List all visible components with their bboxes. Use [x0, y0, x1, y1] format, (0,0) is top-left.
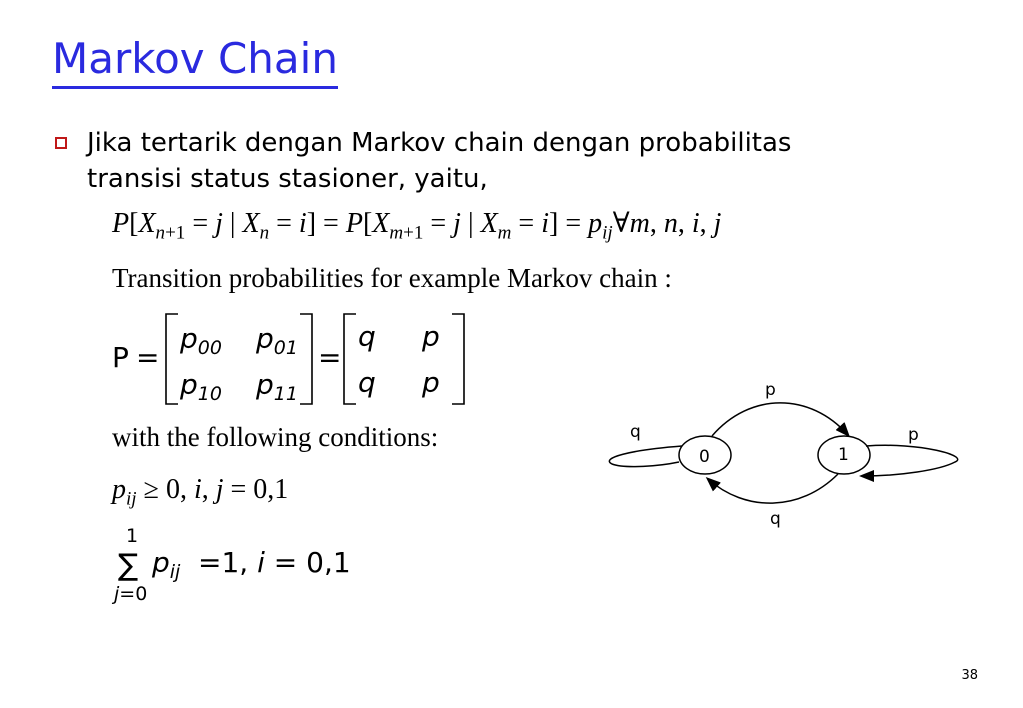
bullet-line-2: transisi status stasioner, yaitu, [87, 164, 488, 194]
svg-text:pij: $p_{ij}$ [152, 546, 181, 583]
matrix-cell-q2: q [358, 366, 376, 399]
transition-1-to-0 [708, 474, 838, 503]
svg-text:=1, i = 0,1: =1, i = 0,1 [198, 546, 351, 579]
svg-text:p10: $p_{10}$ [180, 368, 222, 405]
label-p-top: p [765, 380, 776, 400]
stationary-equation: $P[X_{n+1} = j$ | $X_n = i] = P[X_{m+1} = j$ | $X_m = i$] = $p_{ij}\forall m$, n, i, j [112, 208, 722, 244]
self-loop-0 [609, 446, 682, 467]
transition-text: Transition probabilities for example Markov chain : [112, 263, 672, 293]
bullet-marker [55, 137, 67, 149]
matrix-cell-p2: p [422, 366, 440, 399]
transition-matrix [110, 310, 490, 415]
svg-text:=: = [318, 341, 342, 374]
svg-text:1: 1 [126, 525, 139, 547]
matrix-cell-q1: q [358, 320, 376, 353]
conditions-text: with the following conditions: [112, 422, 439, 452]
bullet-line-1: Jika tertarik dengan Markov chain dengan probabilitas [87, 128, 792, 158]
bullet-text [87, 125, 947, 197]
condition-sum [112, 520, 351, 605]
label-q-self: q [630, 422, 641, 442]
state-diagram [600, 372, 980, 532]
page-number: 38 [961, 668, 978, 683]
svg-text:j=0: j=0 [114, 583, 148, 605]
svg-text:p01: $p_{01}$ [256, 322, 298, 359]
condition-nonnegative: $p_{ij} \ge 0$, i, j = 0,1 [112, 474, 289, 510]
svg-text:∑: ∑ [118, 548, 139, 583]
label-p-self: p [908, 425, 919, 445]
slide-title: Markov Chain [52, 38, 338, 89]
transition-0-to-1 [712, 403, 848, 436]
self-loop-1 [862, 445, 958, 476]
svg-text:=: = [136, 341, 160, 374]
matrix-symbol: P [112, 341, 129, 374]
state-1-label: 1 [838, 445, 849, 465]
svg-text:p00: $p_{00}$ [180, 322, 222, 359]
state-0-label: 0 [699, 447, 710, 467]
label-q-bottom: q [770, 509, 781, 529]
matrix-cell-p1: p [422, 320, 440, 353]
svg-text:p11: $p_{11}$ [256, 368, 298, 405]
